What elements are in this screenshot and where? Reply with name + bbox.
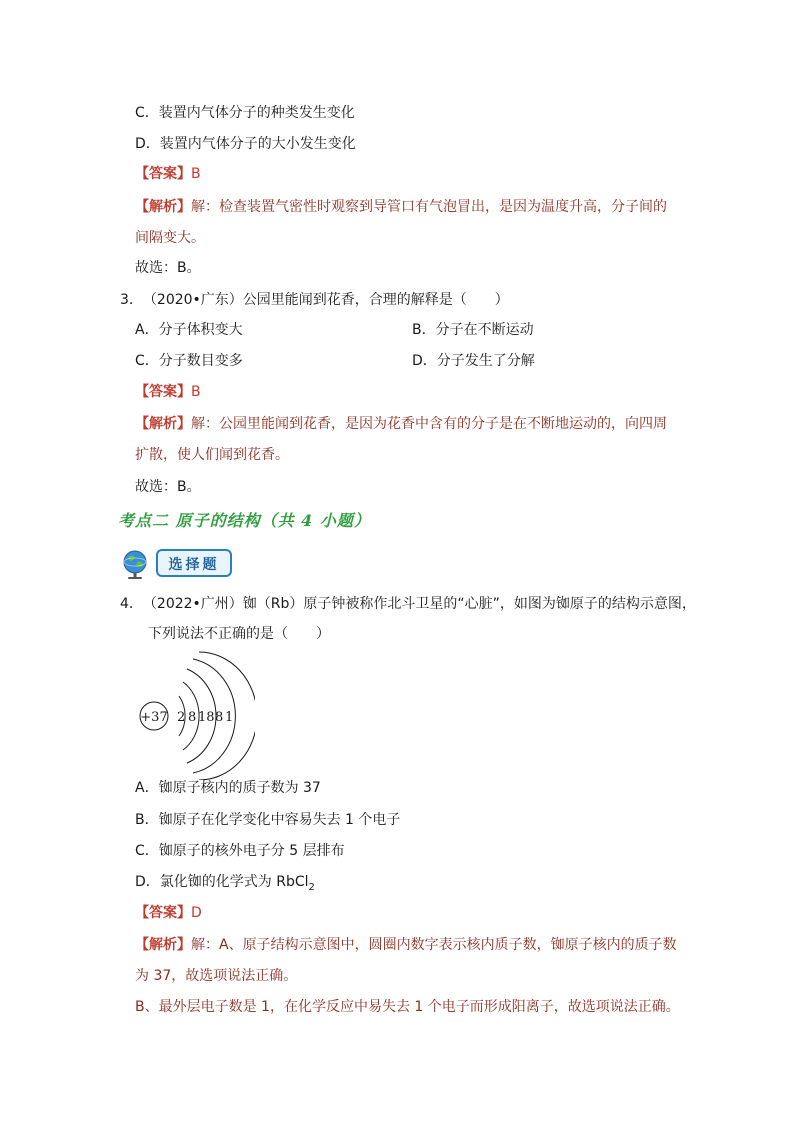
explanation-label: 【解析】 xyxy=(135,937,191,953)
q4-option-a: A．铷原子核内的质子数为 37 xyxy=(135,780,321,796)
shell-5-count: 1 xyxy=(225,710,234,725)
section-heading: 考点二 原子的结构（共 4 小题） xyxy=(118,511,371,530)
answer-label: 【答案】 xyxy=(135,384,191,400)
q3-conclusion: 故选：B。 xyxy=(135,479,201,495)
q3-option-c: C．分子数目变多 xyxy=(135,353,243,369)
q2-explanation-line1: 【解析】解：检查装置气密性时观察到导管口有气泡冒出，是因为温度升高，分子间的 xyxy=(135,199,667,215)
q3-explanation-line1: 【解析】解：公园里能闻到花香，是因为花香中含有的分子是在不断地运动的，向四周 xyxy=(135,416,667,432)
badge-label: 选择题 xyxy=(156,549,232,577)
q3-stem: 3． （2020•广东）公园里能闻到花香，合理的解释是（ ） xyxy=(120,292,509,308)
globe-icon xyxy=(120,548,152,580)
shell-3-count: 18 xyxy=(198,710,215,725)
answer-value: B xyxy=(191,384,201,400)
q4-option-d: D．氯化铷的化学式为 RbCl$_2$ xyxy=(135,874,315,893)
q4-option-b: B．铷原子在化学变化中容易失去 1 个电子 xyxy=(135,812,401,828)
q2-option-d: D．装置内气体分子的大小发生变化 xyxy=(135,136,356,152)
subscript: 2 xyxy=(308,881,315,893)
q3-option-d: D．分子发生了分解 xyxy=(412,353,535,369)
q4-option-c: C．铷原子的核外电子分 5 层排布 xyxy=(135,843,345,859)
q2-conclusion: 故选：B。 xyxy=(135,260,201,276)
answer-value: D xyxy=(191,905,202,921)
q4-stem-line2: 下列说法不正确的是（ ） xyxy=(148,626,330,642)
nucleus-charge: +37 xyxy=(140,710,168,725)
q3-answer xyxy=(135,382,201,402)
answer-label: 【答案】 xyxy=(135,166,191,182)
shell-1-count: 2 xyxy=(177,710,186,725)
shell-4-count: 8 xyxy=(215,710,224,725)
q3-explanation-line2: 扩散，使人们闻到花香。 xyxy=(135,447,289,463)
q2-answer xyxy=(135,164,201,184)
rubidium-atom-diagram xyxy=(135,650,255,780)
shell-2-count: 8 xyxy=(188,710,197,725)
q2-option-c: C．装置内气体分子的种类发生变化 xyxy=(135,105,355,121)
explanation-label: 【解析】 xyxy=(135,199,191,215)
q4-explanation-line1: 【解析】解：A、原子结构示意图中，圆圈内数字表示核内质子数，铷原子核内的质子数 xyxy=(135,937,677,953)
q2-explanation-line2: 间隔变大。 xyxy=(135,230,205,246)
q4-explanation-line2: 为 37，故选项说法正确。 xyxy=(135,968,298,984)
q4-stem-line1: 4． （2022•广州）铷（Rb）原子钟被称作北斗卫星的“心脏”，如图为铷原子的结构示意图， xyxy=(120,596,696,612)
answer-value: B xyxy=(191,166,201,182)
q4-explanation-line3: B、最外层电子数是 1，在化学反应中易失去 1 个电子而形成阳离子，故选项说法正确。 xyxy=(135,999,680,1015)
q3-option-a: A．分子体积变大 xyxy=(135,322,243,338)
q4-answer xyxy=(135,903,202,923)
explanation-label: 【解析】 xyxy=(135,416,191,432)
q3-option-b: B．分子在不断运动 xyxy=(412,322,534,338)
answer-label: 【答案】 xyxy=(135,905,191,921)
